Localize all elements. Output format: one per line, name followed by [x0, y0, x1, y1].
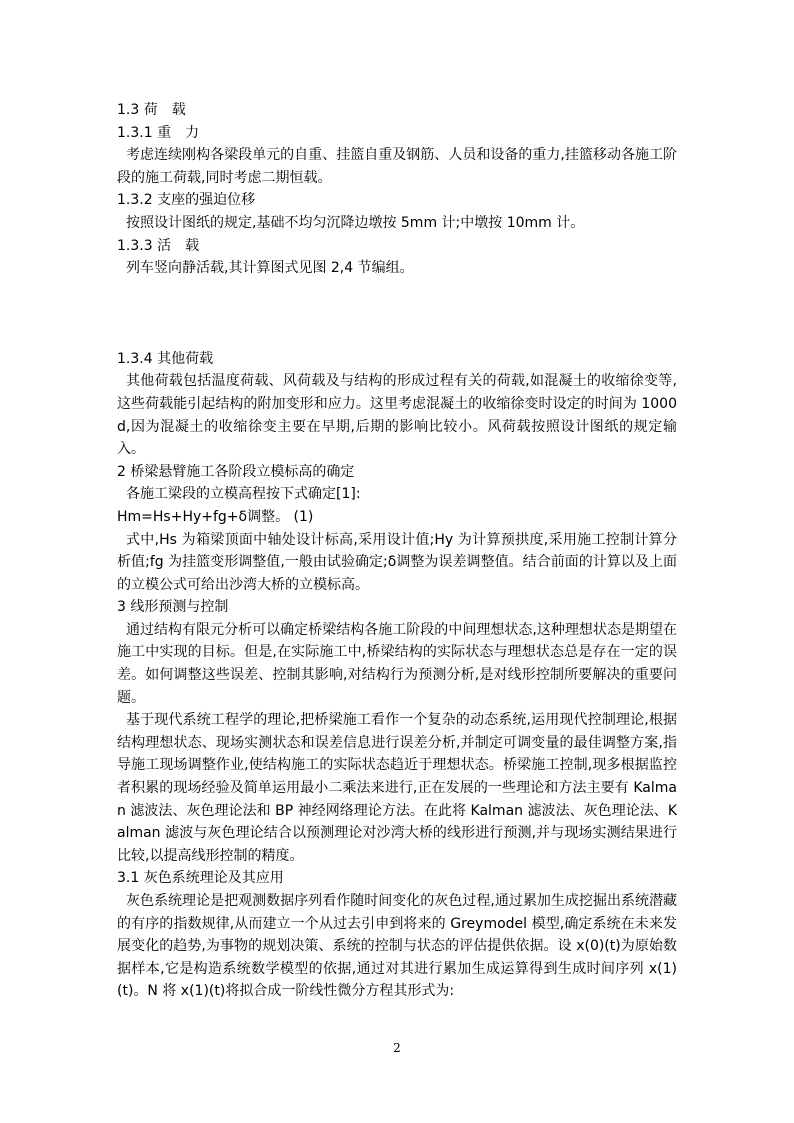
blank-space [117, 280, 677, 348]
heading-3-1-grey-theory: 3.1 灰色系统理论及其应用 [117, 870, 284, 887]
heading-1-3-2-support-displacement: 1.3.2 支座的强迫位移 [117, 192, 256, 209]
equation-1: Hm=Hs+Hy+fg+δ调整。 (1) [117, 508, 314, 525]
heading-3-alignment-prediction: 3 线形预测与控制 [117, 599, 229, 616]
document-body [117, 99, 677, 1003]
paragraph-prediction-1: 通过结构有限元分析可以确定桥梁结构各施工阶段的中间理想状态,这种理想状态是期望在施工中实现的目标。但是,在实际施工中,桥梁结构的实际状态与理想状态总是存在一定的误差。如何调整这些误差、控制其影响,对结构行为预测分析,是对线形控制所要解决的重要问题。 [117, 621, 677, 706]
paragraph-formwork-intro: 各施工梁段的立模高程按下式确定[1]: [126, 486, 361, 503]
heading-2-formwork-elevation: 2 桥梁悬臂施工各阶段立模标高的确定 [117, 463, 355, 480]
paragraph-gravity: 考虑连续刚构各梁段单元的自重、挂篮自重及钢筋、人员和设备的重力,挂篮移动各施工阶段的施工荷载,同时考虑二期恒载。 [117, 147, 677, 186]
heading-1-3-1-gravity: 1.3.1 重 力 [117, 124, 200, 141]
paragraph-live-load: 列车竖向静活载,其计算图式见图 2,4 节编组。 [126, 260, 414, 277]
paragraph-prediction-2: 基于现代系统工程学的理论,把桥梁施工看作一个复杂的动态系统,运用现代控制理论,根据结构理想状态、现场实测状态和误差信息进行误差分析,并制定可调变量的最佳调整方案,指导施工现场调整作业,使结构施工的实际状态趋近于理想状态。桥梁施工控制,现多根据监控者积累的现场经验及简单运用最小二乘法来进行,正在发展的一些理论和方法主要有 Kalman 滤波法、灰色理论法和 BP 神经网络理论方法。在此将 Kalman 滤波法、灰色理论法、Kalman 滤波与灰色理论结合以预测理论对沙湾大桥的线形进行预测,并与现场实测结果进行比较,以提高线形控制的精度。 [117, 712, 677, 864]
paragraph-other-loads: 其他荷载包括温度荷载、风荷载及与结构的形成过程有关的荷载,如混凝土的收缩徐变等,这些荷载能引起结构的附加变形和应力。这里考虑混凝土的收缩徐变时设定的时间为 1000d,因为混凝土的收缩徐变主要在早期,后期的影响比较小。风荷载按照设计图纸的规定输入。 [117, 373, 677, 458]
paragraph-grey-theory: 灰色系统理论是把观测数据序列看作随时间变化的灰色过程,通过累加生成挖掘出系统潜藏的有序的指数规律,从而建立一个从过去引申到将来的 Greymodel 模型,确定系统在未来发展变化的趋势,为事物的规划决策、系统的控制与状态的评估提供依据。设 x(0)(t)为原始数据样本,它是构造系统数学模型的依据,通过对其进行累加生成运算得到生成时间序列 x(1)(t)。N 将 x(1)(t)将拟合成一阶线性微分方程其形式为: [117, 893, 677, 1000]
paragraph-formula-explanation: 式中,Hs 为箱梁顶面中轴处设计标高,采用设计值;Hy 为计算预拱度,采用施工控制计算分析值;fg 为挂篮变形调整值,一般由试验确定;δ调整为误差调整值。结合前面的计算以及上面的立模公式可给出沙湾大桥的立模标高。 [117, 531, 677, 593]
heading-1-3-3-live-load: 1.3.3 活 载 [117, 237, 200, 254]
heading-1-3-4-other-loads: 1.3.4 其他荷载 [117, 350, 214, 367]
heading-1-3-loads: 1.3 荷 载 [117, 102, 186, 118]
paragraph-settlement: 按照设计图纸的规定,基础不均匀沉降边墩按 5mm 计;中墩按 10mm 计。 [126, 214, 585, 231]
page-number: 2 [393, 1041, 401, 1055]
